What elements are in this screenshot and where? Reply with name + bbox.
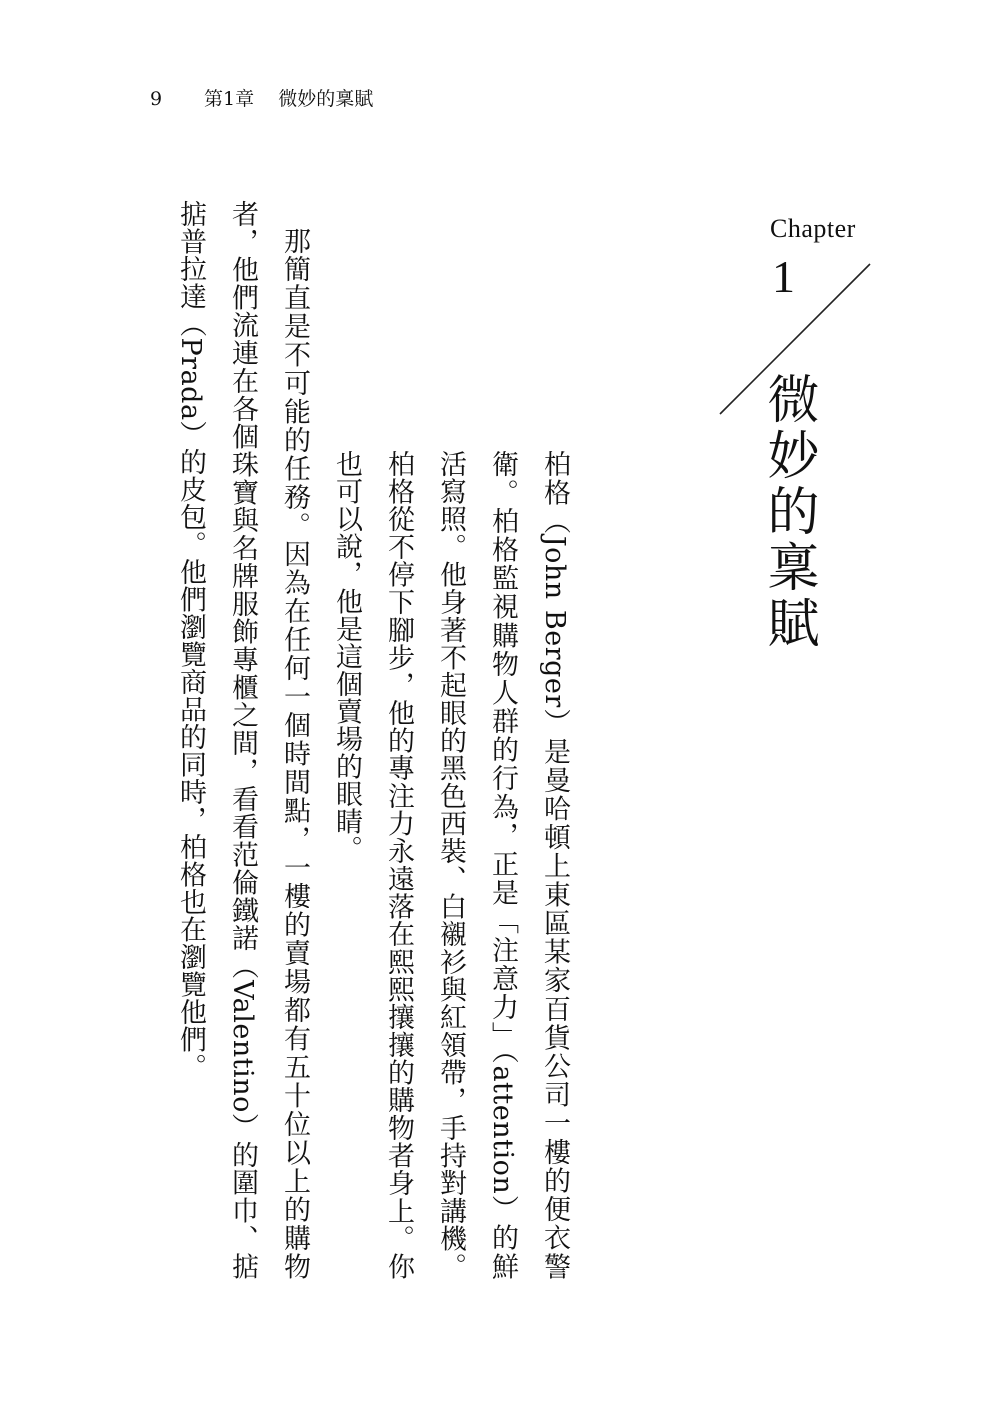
- running-chapter-title: 微妙的稟賦: [278, 88, 374, 110]
- paragraph-2: 那簡直是不可能的任務。因為在任何一個時間點，一樓的賣場都有五十位以上的購物者，他們流連在各個珠寶與名牌服飾專櫃之間，看看范倫鐵諾（Valentino）的圍巾、掂掂普拉達（Prada）的皮包。他們瀏覽商品的同時，柏格也在瀏覽他們。: [175, 200, 310, 1280]
- paragraph-1: 柏格（John Berger）是曼哈頓上東區某家百貨公司一樓的便衣警衛。柏格監視購物人群的行為，正是「注意力」（attention）的鮮活寫照。他身著不起眼的黑色西裝、白襯衫與紅領帶，手持對講機。柏格從不停下腳步，他的專注力永遠落在熙熙攘攘的購物者身上。你也可以說，他是這個賣場的眼睛。: [331, 450, 570, 1280]
- chapter-word: Chapter: [770, 214, 856, 243]
- chapter-title: 微妙的稟賦: [758, 372, 818, 652]
- body-text: [164, 200, 580, 1280]
- running-chapter-label: 第1章: [204, 88, 255, 110]
- chapter-number: 1: [772, 251, 795, 302]
- page-number: 9: [150, 88, 163, 110]
- running-header: [150, 84, 373, 111]
